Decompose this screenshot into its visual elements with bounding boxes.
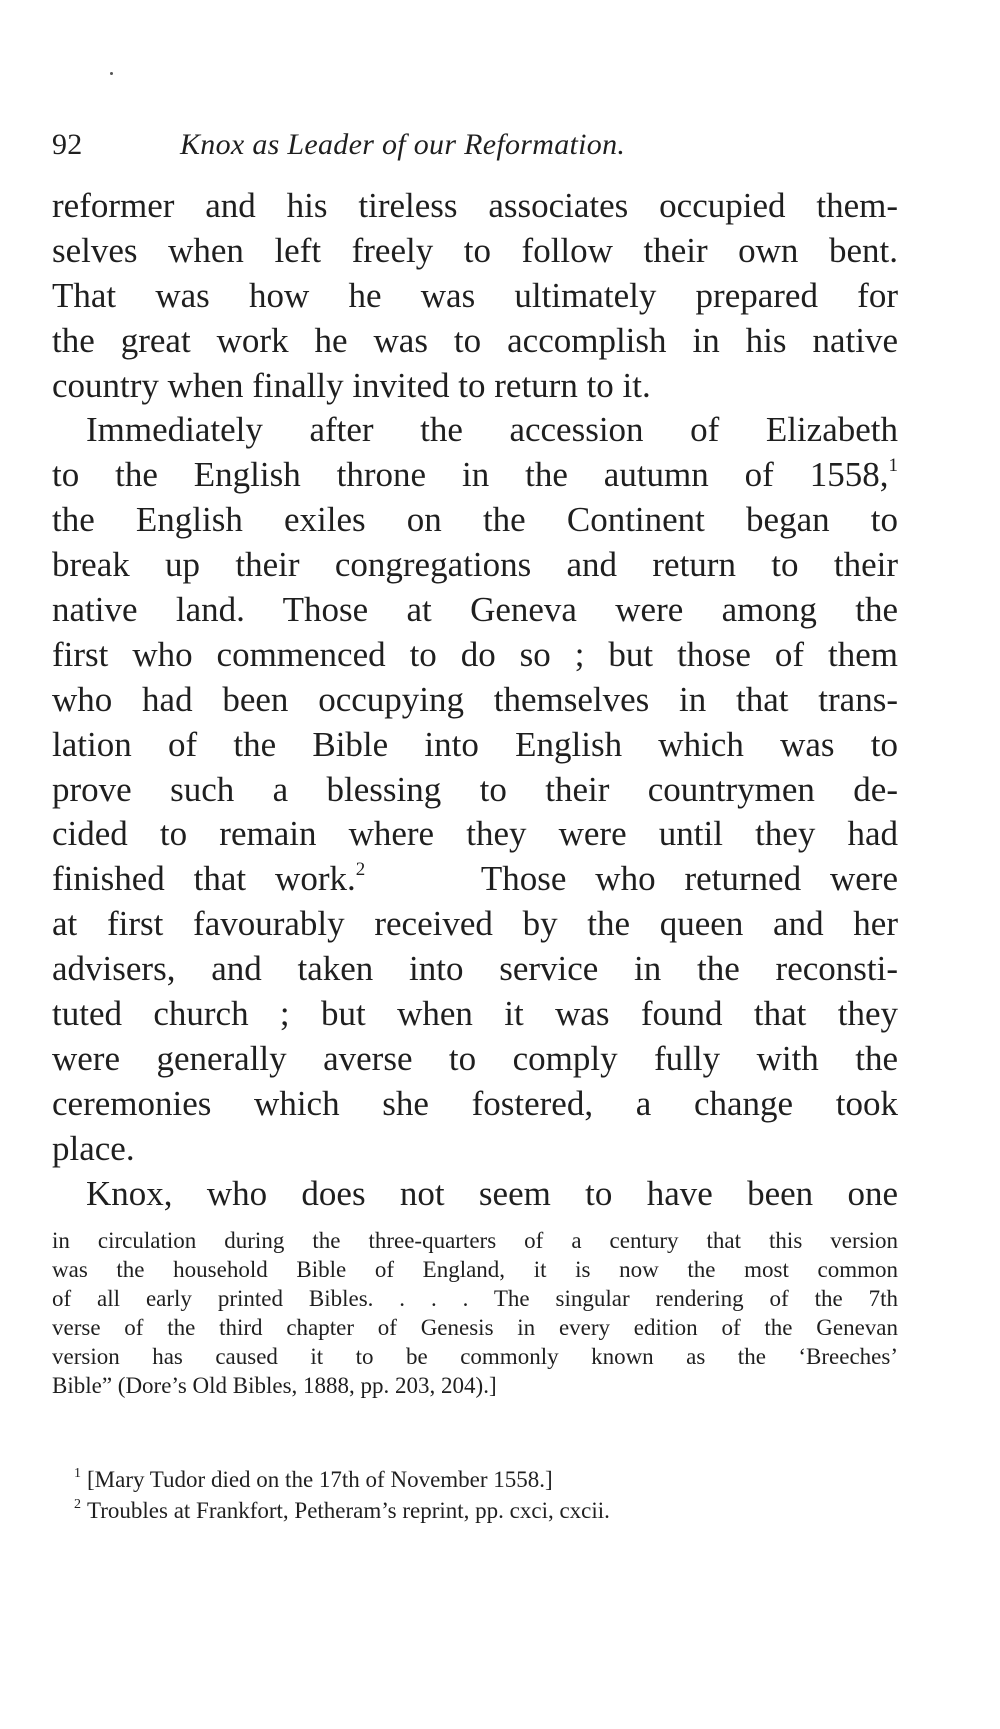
footnote-line: of all early printed Bibles. . . . The singular rendering of the 7th	[52, 1286, 898, 1311]
footnote-line: version has caused it to be commonly known as the ‘Breeches’	[52, 1344, 898, 1369]
footnote-mark: 2	[74, 1497, 81, 1512]
body-line	[52, 857, 898, 902]
body-line: That was how he was ultimately prepared for	[52, 275, 898, 315]
body-line: first who commenced to do so ; but those of them	[52, 634, 898, 674]
body-line: at first favourably received by the queen and her	[52, 904, 898, 944]
line-text: Those who returned were	[480, 859, 898, 899]
body-line: the English exiles on the Continent began to	[52, 500, 898, 540]
continued-footnote	[52, 1226, 898, 1400]
body-line: native land. Those at Geneva were among the	[52, 590, 898, 630]
footnote-line: verse of the third chapter of Genesis in every edition of the Genevan	[52, 1315, 898, 1340]
ink-speck	[110, 72, 113, 75]
body-line: tuted church ; but when it was found that they	[52, 994, 898, 1034]
footnote-text: Troubles at Frankfort, Petheram’s reprint, pp. cxci, cxcii.	[87, 1498, 610, 1523]
body-line	[52, 453, 898, 498]
body-line: ceremonies which she fostered, a change took	[52, 1083, 898, 1123]
footnote-ref-2[interactable]: 2	[355, 859, 366, 881]
body-line: place.	[52, 1128, 135, 1168]
body-line: Immediately after the accession of Elizabeth	[86, 410, 898, 450]
body-line: prove such a blessing to their countrymen de-	[52, 769, 898, 809]
footnotes	[52, 1464, 898, 1526]
footnote-ref-1[interactable]: 1	[888, 455, 898, 477]
body-line: selves when left freely to follow their own bent.	[52, 230, 898, 270]
footnote-line: Bible” (Dore’s Old Bibles, 1888, pp. 203, 204).]	[52, 1373, 497, 1398]
body-line: country when finally invited to return to it.	[52, 365, 651, 405]
footnote-line: in circulation during the three-quarters of a century that this version	[52, 1228, 898, 1253]
page-number: 92	[52, 128, 83, 161]
body-line: who had been occupying themselves in that trans-	[52, 679, 898, 719]
running-head	[52, 122, 872, 168]
running-title: Knox as Leader of our Reformation.	[180, 128, 626, 161]
line-text: to the English throne in the autumn of 1558,	[52, 455, 889, 495]
footnote-mark: 1	[74, 1466, 81, 1481]
body-line: Knox, who does not seem to have been one	[86, 1173, 898, 1213]
footnote-1	[52, 1464, 898, 1495]
body-line: advisers, and taken into service in the reconsti-	[52, 949, 898, 989]
body-line: reformer and his tireless associates occupied them-	[52, 186, 898, 225]
footnote-line: was the household Bible of England, it is now the most common	[52, 1257, 898, 1282]
body-line: the great work he was to accomplish in his native	[52, 320, 898, 360]
body-line: were generally averse to comply fully with the	[52, 1038, 898, 1078]
footnote-2	[52, 1495, 898, 1526]
body-text	[52, 184, 898, 1216]
body-line: cided to remain where they were until they had	[52, 814, 898, 854]
body-line: lation of the Bible into English which was to	[52, 724, 898, 764]
footnote-text: [Mary Tudor died on the 17th of November 1558.]	[87, 1467, 553, 1492]
line-text: finished that work.	[52, 859, 356, 899]
body-line: break up their congregations and return to their	[52, 545, 898, 585]
